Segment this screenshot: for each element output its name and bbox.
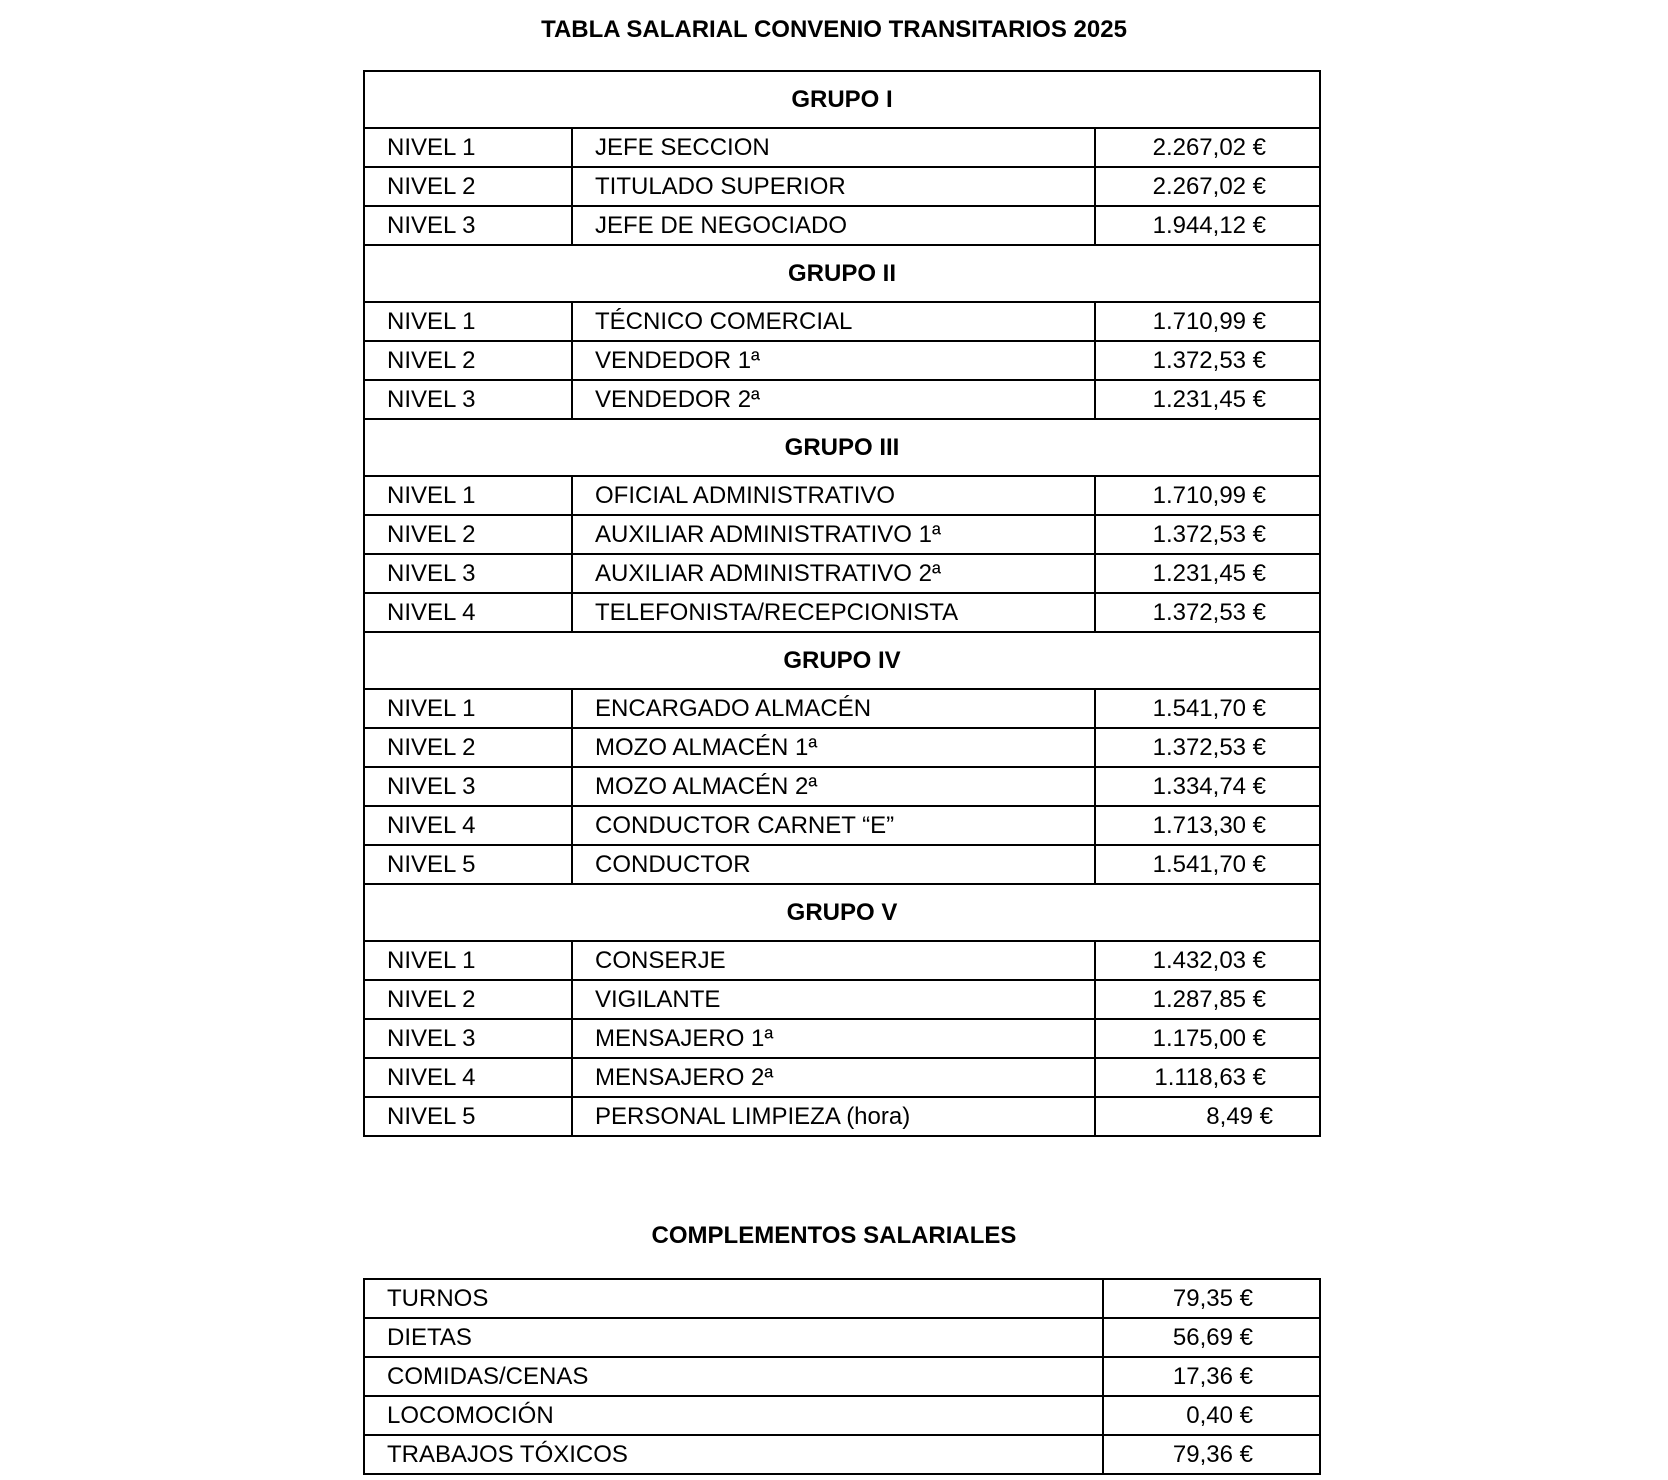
group-name: GRUPO II — [364, 245, 1320, 302]
importe-cell: 1.372,53 € — [1095, 515, 1320, 554]
categoria-cell: JEFE DE NEGOCIADO — [572, 206, 1095, 245]
categoria-cell: TELEFONISTA/RECEPCIONISTA — [572, 593, 1095, 632]
table-row — [364, 941, 1320, 980]
concepto-cell: TRABAJOS TÓXICOS — [364, 1435, 1103, 1474]
table-row — [364, 806, 1320, 845]
nivel-cell: NIVEL 1 — [364, 302, 572, 341]
group-header-row — [364, 419, 1320, 476]
importe-cell: 1.231,45 € — [1095, 554, 1320, 593]
nivel-cell: NIVEL 2 — [364, 167, 572, 206]
importe-cell: 1.710,99 € — [1095, 302, 1320, 341]
nivel-cell: NIVEL 3 — [364, 767, 572, 806]
importe-cell: 1.118,63 € — [1095, 1058, 1320, 1097]
table-row — [364, 206, 1320, 245]
salary-table — [363, 70, 1321, 1137]
table-row — [364, 593, 1320, 632]
table-row — [364, 689, 1320, 728]
table-row — [364, 1279, 1320, 1318]
table-row — [364, 1435, 1320, 1474]
categoria-cell: AUXILIAR ADMINISTRATIVO 2ª — [572, 554, 1095, 593]
importe-cell: 1.710,99 € — [1095, 476, 1320, 515]
importe-cell: 1.541,70 € — [1095, 845, 1320, 884]
table-row — [364, 302, 1320, 341]
importe-cell: 2.267,02 € — [1095, 167, 1320, 206]
importe-cell: 8,49 € — [1095, 1097, 1320, 1136]
concepto-cell: DIETAS — [364, 1318, 1103, 1357]
nivel-cell: NIVEL 4 — [364, 593, 572, 632]
nivel-cell: NIVEL 4 — [364, 806, 572, 845]
importe-cell: 1.175,00 € — [1095, 1019, 1320, 1058]
group-name: GRUPO V — [364, 884, 1320, 941]
importe-cell: 17,36 € — [1103, 1357, 1320, 1396]
categoria-cell: CONDUCTOR — [572, 845, 1095, 884]
categoria-cell: CONDUCTOR CARNET “E” — [572, 806, 1095, 845]
table-row — [364, 845, 1320, 884]
nivel-cell: NIVEL 3 — [364, 380, 572, 419]
nivel-cell: NIVEL 1 — [364, 941, 572, 980]
group-name: GRUPO I — [364, 71, 1320, 128]
table-row — [364, 380, 1320, 419]
table-row — [364, 767, 1320, 806]
importe-cell: 79,36 € — [1103, 1435, 1320, 1474]
table-row — [364, 728, 1320, 767]
table-row — [364, 341, 1320, 380]
importe-cell: 1.231,45 € — [1095, 380, 1320, 419]
categoria-cell: TÉCNICO COMERCIAL — [572, 302, 1095, 341]
table-row — [364, 128, 1320, 167]
categoria-cell: JEFE SECCION — [572, 128, 1095, 167]
importe-cell: 1.372,53 € — [1095, 728, 1320, 767]
table-row — [364, 167, 1320, 206]
complementos-title: COMPLEMENTOS SALARIALES — [651, 1222, 1017, 1249]
categoria-cell: MOZO ALMACÉN 1ª — [572, 728, 1095, 767]
importe-cell: 79,35 € — [1103, 1279, 1320, 1318]
table-row — [364, 515, 1320, 554]
importe-cell: 1.372,53 € — [1095, 593, 1320, 632]
complementos-table — [363, 1278, 1321, 1475]
group-header-row — [364, 245, 1320, 302]
group-name: GRUPO IV — [364, 632, 1320, 689]
importe-cell: 2.267,02 € — [1095, 128, 1320, 167]
importe-cell: 1.713,30 € — [1095, 806, 1320, 845]
importe-cell: 1.944,12 € — [1095, 206, 1320, 245]
categoria-cell: AUXILIAR ADMINISTRATIVO 1ª — [572, 515, 1095, 554]
nivel-cell: NIVEL 2 — [364, 980, 572, 1019]
importe-cell: 0,40 € — [1103, 1396, 1320, 1435]
categoria-cell: VENDEDOR 2ª — [572, 380, 1095, 419]
nivel-cell: NIVEL 2 — [364, 728, 572, 767]
group-header-row — [364, 71, 1320, 128]
categoria-cell: ENCARGADO ALMACÉN — [572, 689, 1095, 728]
importe-cell: 1.432,03 € — [1095, 941, 1320, 980]
categoria-cell: CONSERJE — [572, 941, 1095, 980]
categoria-cell: OFICIAL ADMINISTRATIVO — [572, 476, 1095, 515]
table-row — [364, 476, 1320, 515]
table-row — [364, 1396, 1320, 1435]
concepto-cell: LOCOMOCIÓN — [364, 1396, 1103, 1435]
nivel-cell: NIVEL 4 — [364, 1058, 572, 1097]
categoria-cell: MENSAJERO 2ª — [572, 1058, 1095, 1097]
nivel-cell: NIVEL 3 — [364, 206, 572, 245]
importe-cell: 1.334,74 € — [1095, 767, 1320, 806]
categoria-cell: MOZO ALMACÉN 2ª — [572, 767, 1095, 806]
group-header-row — [364, 632, 1320, 689]
table-row — [364, 1019, 1320, 1058]
importe-cell: 56,69 € — [1103, 1318, 1320, 1357]
table-row — [364, 1058, 1320, 1097]
nivel-cell: NIVEL 2 — [364, 515, 572, 554]
table-row — [364, 1097, 1320, 1136]
nivel-cell: NIVEL 5 — [364, 845, 572, 884]
categoria-cell: PERSONAL LIMPIEZA (hora) — [572, 1097, 1095, 1136]
group-name: GRUPO III — [364, 419, 1320, 476]
table-row — [364, 554, 1320, 593]
nivel-cell: NIVEL 5 — [364, 1097, 572, 1136]
categoria-cell: VENDEDOR 1ª — [572, 341, 1095, 380]
table-row — [364, 1357, 1320, 1396]
concepto-cell: COMIDAS/CENAS — [364, 1357, 1103, 1396]
categoria-cell: VIGILANTE — [572, 980, 1095, 1019]
page-title: TABLA SALARIAL CONVENIO TRANSITARIOS 2025 — [541, 16, 1127, 43]
nivel-cell: NIVEL 3 — [364, 1019, 572, 1058]
nivel-cell: NIVEL 3 — [364, 554, 572, 593]
importe-cell: 1.372,53 € — [1095, 341, 1320, 380]
nivel-cell: NIVEL 2 — [364, 341, 572, 380]
table-row — [364, 980, 1320, 1019]
importe-cell: 1.287,85 € — [1095, 980, 1320, 1019]
nivel-cell: NIVEL 1 — [364, 689, 572, 728]
nivel-cell: NIVEL 1 — [364, 128, 572, 167]
importe-cell: 1.541,70 € — [1095, 689, 1320, 728]
nivel-cell: NIVEL 1 — [364, 476, 572, 515]
group-header-row — [364, 884, 1320, 941]
categoria-cell: TITULADO SUPERIOR — [572, 167, 1095, 206]
categoria-cell: MENSAJERO 1ª — [572, 1019, 1095, 1058]
concepto-cell: TURNOS — [364, 1279, 1103, 1318]
table-row — [364, 1318, 1320, 1357]
